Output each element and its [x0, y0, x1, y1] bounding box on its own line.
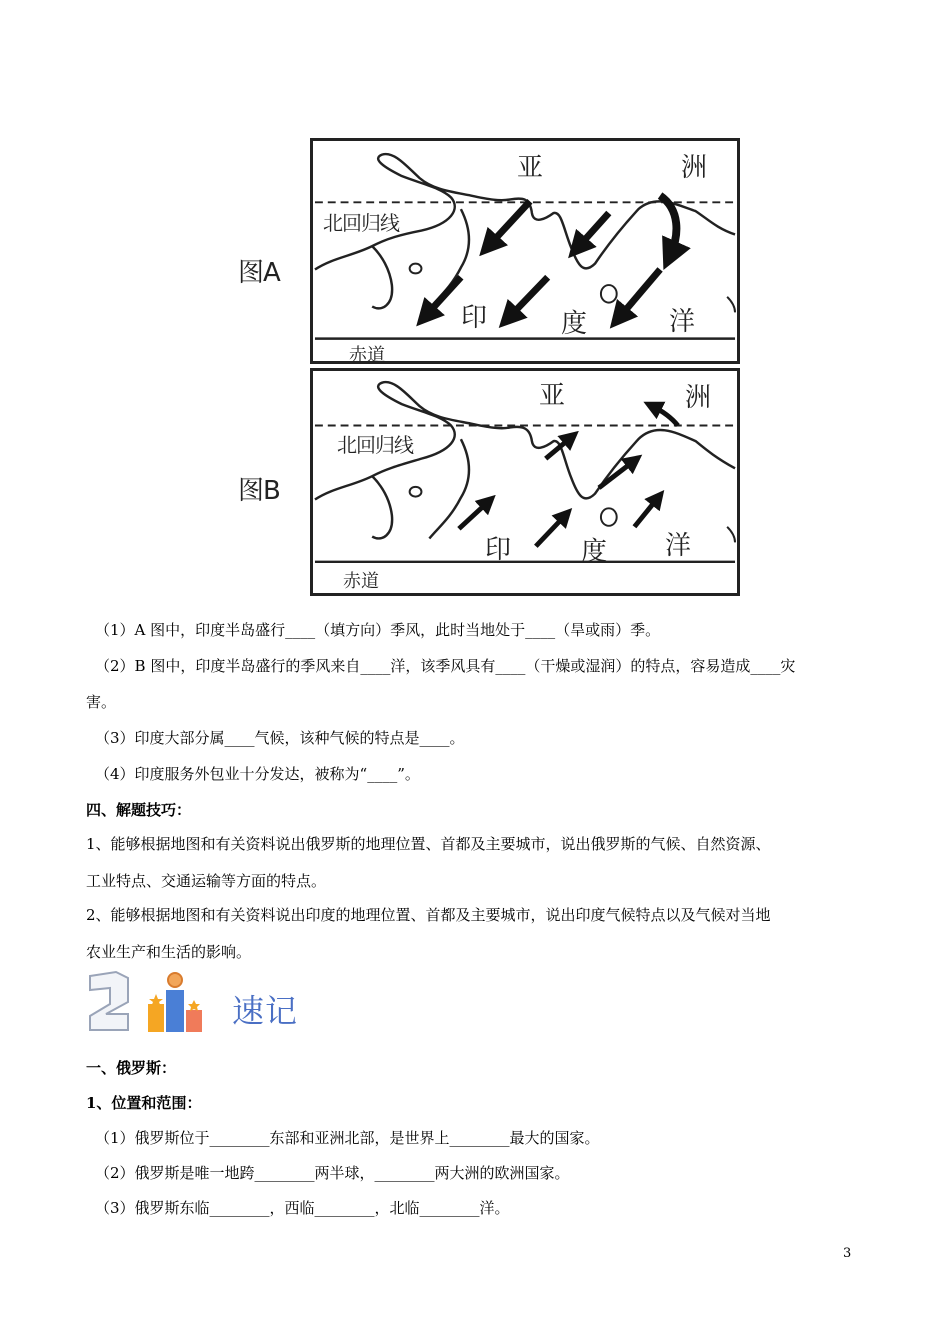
section-4-p1-line-1: 1、能够根据地图和有关资料说出俄罗斯的地理位置、首都及主要城市，说出俄罗斯的气候、自然资源、 [86, 835, 771, 853]
podium-bar [148, 1004, 164, 1032]
section-4-title: 四、解题技巧： [86, 801, 192, 819]
wind-arrow [489, 201, 530, 246]
wind-arrow [577, 213, 609, 248]
wind-arrow [536, 515, 566, 546]
quick-note-graphic [86, 968, 226, 1038]
map-a-ocean-1: 印 [461, 303, 488, 333]
russia-item-1: （1）俄罗斯位于________东部和亚洲北部，是世界上________最大的国家。 [95, 1129, 600, 1147]
section-4-p1-line-2: 工业特点、交通运输等方面的特点。 [86, 872, 327, 890]
map-a [310, 138, 740, 364]
wind-arrow [619, 269, 660, 318]
wind-arrow [425, 277, 460, 316]
question-2-line-1: （2）B 图中，印度半岛盛行的季风来自____洋，该季风具有____（干燥或湿润）的特点，容易造成____灾 [95, 657, 796, 675]
quick-note-title: 速记 [232, 992, 299, 1030]
wind-arrow [634, 498, 658, 527]
map-b-ocean-3: 洋 [665, 531, 692, 561]
russia-title: 一、俄罗斯： [86, 1059, 177, 1077]
figure-b-label: 图B [238, 476, 280, 506]
wind-arrow [459, 501, 489, 528]
question-4: （4）印度服务外包业十分发达，被称为“____”。 [95, 765, 420, 783]
monsoon-figure [238, 132, 748, 597]
page-number: 3 [843, 1246, 852, 1261]
wind-arrow-curved [652, 406, 678, 425]
wind-arrow [546, 437, 572, 458]
question-1: （1）A 图中，印度半岛盛行____（填方向）季风，此时当地处于____（旱或雨）季。 [95, 621, 661, 639]
russia-subtitle: 1、位置和范围： [86, 1094, 202, 1112]
map-b-ocean-1: 印 [485, 535, 512, 565]
map-b-ocean-2: 度 [581, 537, 608, 567]
russia-item-2: （2）俄罗斯是唯一地跨________两半球，________两大洲的欧洲国家。 [95, 1164, 570, 1182]
map-b-asia-2: 洲 [685, 383, 712, 413]
question-2-line-2: 害。 [86, 693, 117, 711]
podium-bar [166, 990, 184, 1032]
trophy-icon [168, 973, 182, 987]
question-3: （3）印度大部分属____气候，该种气候的特点是____。 [95, 729, 465, 747]
map-a-ocean-3: 洋 [669, 307, 696, 337]
map-b-tropic-label: 北回归线 [337, 433, 413, 457]
map-a-tropic-label: 北回归线 [323, 211, 399, 235]
map-a-asia-2: 洲 [681, 153, 708, 183]
figure-a-label: 图A [238, 258, 280, 288]
section-4-p2-line-2: 农业生产和生活的影响。 [86, 943, 252, 961]
wind-arrow [508, 277, 547, 318]
wind-arrow-curved [660, 196, 676, 256]
podium-bar [186, 1010, 202, 1032]
star-icon [188, 1000, 200, 1011]
map-a-ocean-2: 度 [561, 309, 588, 339]
map-b-asia-1: 亚 [539, 381, 566, 411]
russia-item-3: （3）俄罗斯东临________，西临________，北临________洋。 [95, 1199, 510, 1217]
map-b [310, 368, 740, 596]
map-a-equator-label: 赤道 [349, 345, 385, 366]
map-b-equator-label: 赤道 [343, 571, 379, 592]
quick-note-banner [86, 968, 316, 1038]
map-a-asia-1: 亚 [517, 153, 544, 183]
section-4-p2-line-1: 2、能够根据地图和有关资料说出印度的地理位置、首都及主要城市，说出印度气候特点以及气候对当地 [86, 906, 771, 924]
